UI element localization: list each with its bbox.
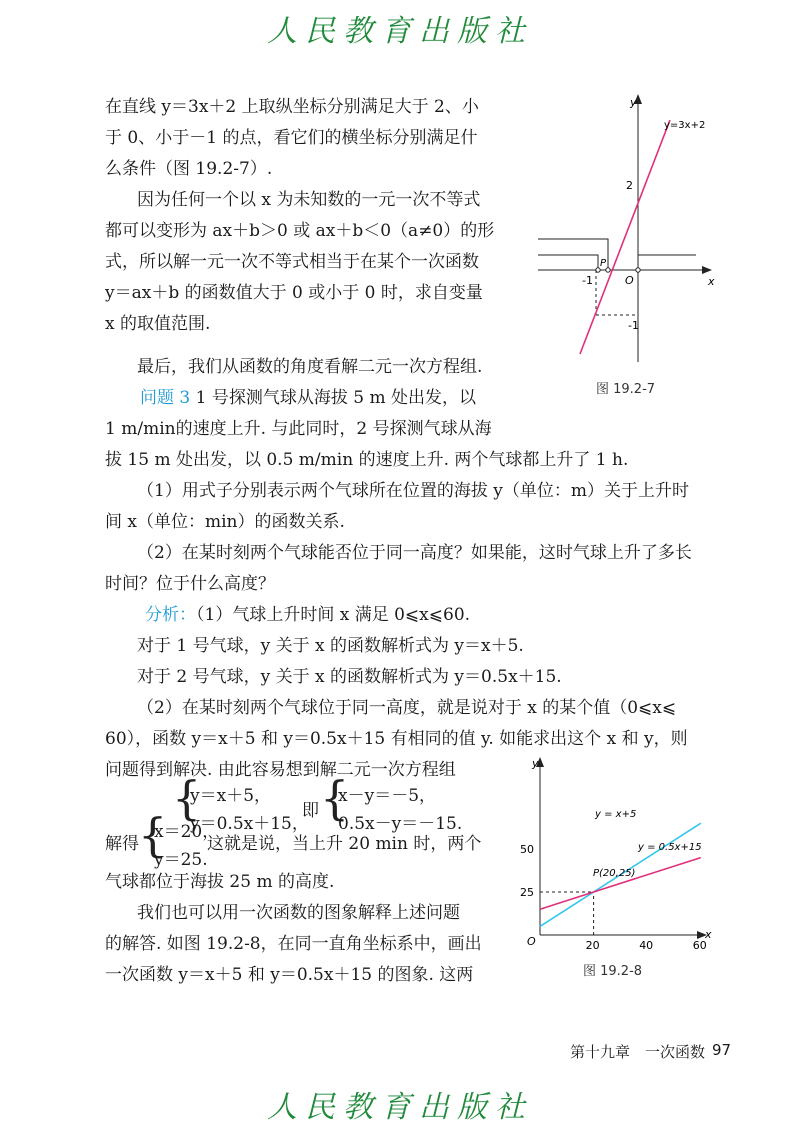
text-line: 在直线 y＝3x＋2 上取纵坐标分别满足大于 2、小 [105, 97, 479, 117]
text-line: 式，所以解一元一次不等式相当于在某个一次函数 [105, 252, 479, 272]
series-label: y = 0.5x+15 [638, 842, 702, 853]
line-y-05x-plus-15 [540, 858, 701, 910]
x-tick-label: 20 [585, 939, 600, 950]
equation: 0.5x－y＝－15. [338, 814, 463, 834]
page-number: 97 [712, 1041, 732, 1059]
series-label: y=3x+2 [664, 120, 706, 131]
text-line: 问题得到解决. 由此容易想到解二元一次方程组 [105, 760, 456, 780]
equation: y＝x＋5， [190, 786, 272, 806]
text-line: 一次函数 y＝x＋5 和 y＝0.5x＋15 的图象. 这两 [105, 965, 474, 985]
text-line: 我们也可以用一次函数的图象解释上述问题 [137, 903, 460, 923]
analysis-line [145, 600, 470, 631]
figure-19-2-7 [530, 92, 730, 374]
y-tick-label: 50 [520, 843, 534, 856]
analysis-label: 分析： [145, 605, 196, 625]
text-line: 对于 1 号气球，y 关于 x 的函数解析式为 y＝x＋5. [137, 636, 524, 656]
text-line: 时间？位于什么高度？ [105, 574, 275, 594]
open-point [606, 268, 610, 272]
origin-label: O [527, 935, 536, 948]
problem-line [140, 383, 476, 414]
point-label: P [600, 258, 607, 269]
x-axis-label: x [705, 928, 712, 941]
figure-caption: 图 19.2-7 [596, 382, 656, 397]
tick-label: -1 [582, 274, 593, 287]
tick-label: -1 [628, 319, 639, 332]
text-line: 都可以变形为 ax＋b＞0 或 ax＋b＜0（a≠0）的形 [105, 221, 495, 241]
text-line: 解得 [105, 834, 139, 854]
equation: x＝20， [154, 822, 220, 842]
brace-glyph: { [172, 771, 202, 825]
origin-label: O [625, 274, 634, 287]
y-tick-label: 25 [520, 886, 534, 899]
figure-19-2-8 [515, 755, 720, 950]
text-line: x 的取值范围. [105, 314, 211, 334]
text-line: 1 号探测气球从海拔 5 m 处出发，以 [195, 388, 477, 408]
text-line: 对于 2 号气球，y 关于 x 的函数解析式为 y＝0.5x＋15. [137, 667, 562, 687]
chapter-footer: 第十九章 一次函数 [570, 1043, 706, 1061]
text-line: 1 m/min的速度上升. 与此同时，2 号探测气球从海 [105, 419, 492, 439]
text-line: （1）气球上升时间 x 满足 0⩽x⩽60. [196, 605, 471, 625]
text-line: 气球都位于海拔 25 m 的高度. [105, 872, 335, 892]
equation: x－y＝－5， [338, 786, 437, 806]
text-line: y＝ax＋b 的函数值大于 0 或小于 0 时，求自变量 [105, 283, 483, 303]
region-left-lower [538, 255, 598, 270]
equation: y＝0.5x＋15， [190, 814, 309, 834]
text-line: （1）用式子分别表示两个气球所在位置的海拔 y（单位：m）关于上升时 [137, 481, 689, 501]
brace-glyph: { [320, 771, 350, 825]
text-line: 拔 15 m 处出发，以 0.5 m/min 的速度上升. 两个气球都上升了 1 h. [105, 450, 629, 470]
brace-glyph: { [138, 808, 168, 862]
text-line: （2）在某时刻两个气球能否位于同一高度？如果能，这时气球上升了多长 [137, 543, 692, 563]
publisher-footer: 人民教育出版社 [267, 1090, 533, 1125]
y-axis-label: y [630, 96, 637, 109]
y-axis-label: y [532, 757, 539, 770]
text-line: 因为任何一个以 x 为未知数的一元一次不等式 [137, 190, 481, 210]
open-point [636, 268, 640, 272]
figure-caption: 图 19.2-8 [583, 964, 643, 979]
x-tick-label: 60 [692, 939, 707, 950]
tick-label: 2 [626, 179, 633, 192]
x-tick-label: 40 [639, 939, 654, 950]
text-line: 即 [302, 801, 319, 821]
text-line: 间 x（单位：min）的函数关系. [105, 512, 345, 532]
text-line: 60），函数 y＝x＋5 和 y＝0.5x＋15 有相同的值 y. 如能求出这个 x 和 y，则 [105, 729, 688, 749]
text-line: 么条件（图 19.2-7）. [105, 159, 273, 179]
text-line: 于 0、小于－1 的点，看它们的横坐标分别满足什 [105, 128, 478, 148]
text-line: 最后，我们从函数的角度看解二元一次方程组. [137, 357, 483, 377]
x-axis-label: x [708, 275, 715, 288]
line-y-3x-plus-2 [580, 120, 670, 354]
equation: y＝25. [154, 850, 208, 870]
publisher-header: 人民教育出版社 [267, 14, 533, 49]
text-line: 这就是说，当上升 20 min 时，两个 [207, 834, 482, 854]
point-label: P(20,25) [593, 868, 636, 879]
x-axis-arrow [702, 266, 712, 274]
text-line: （2）在某时刻两个气球位于同一高度，就是说对于 x 的某个值（0⩽x⩽ [137, 698, 677, 718]
text-line: 的解答. 如图 19.2-8，在同一直角坐标系中，画出 [105, 934, 482, 954]
series-label: y = x+5 [595, 809, 637, 820]
problem-label: 问题 3 [140, 388, 191, 408]
